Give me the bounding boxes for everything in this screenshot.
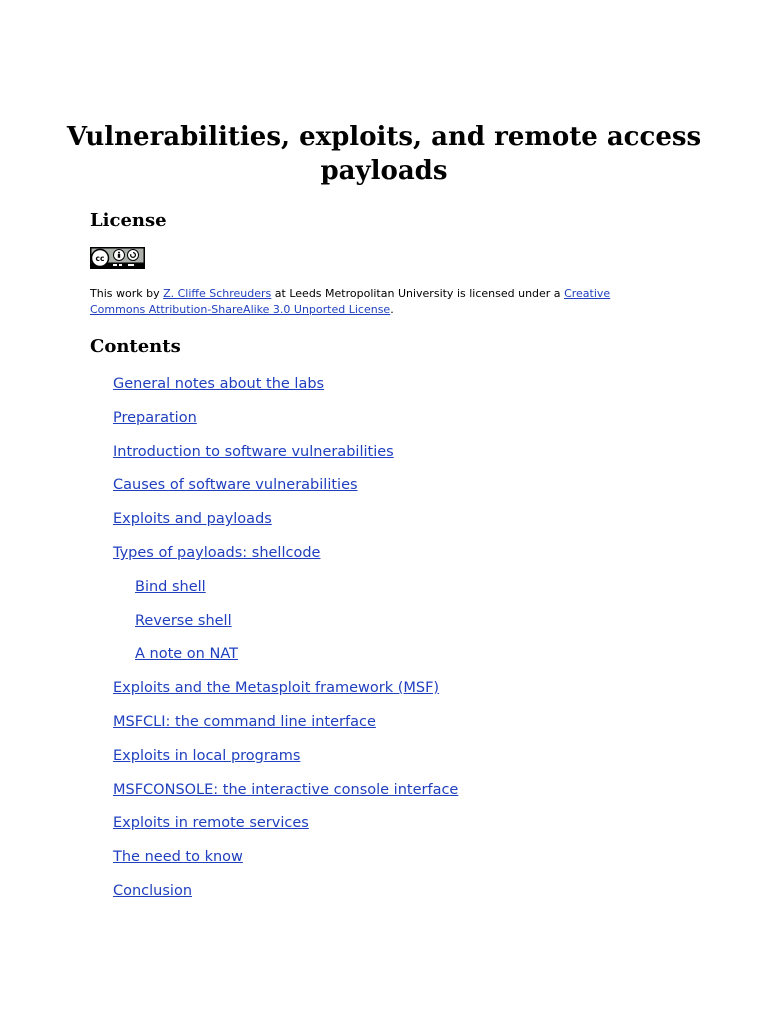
toc-item bbox=[0, 372, 768, 406]
toc-item bbox=[0, 744, 768, 778]
toc-link[interactable]: General notes about the labs bbox=[113, 376, 325, 392]
license-statement bbox=[90, 286, 650, 318]
toc-link[interactable]: MSFCONSOLE: the interactive console interface bbox=[113, 781, 459, 798]
creative-commons-icon[interactable] bbox=[90, 247, 145, 269]
license-heading: License bbox=[90, 210, 167, 231]
document-title: Vulnerabilities, exploits, and remote access payloads bbox=[66, 122, 702, 186]
license-text-middle: at Leeds Metropolitan University is licensed under a bbox=[271, 287, 565, 300]
svg-text:cc: cc bbox=[95, 253, 105, 263]
toc-item bbox=[0, 440, 768, 474]
toc-item bbox=[0, 845, 768, 879]
toc-link[interactable]: Bind shell bbox=[135, 578, 206, 595]
table-of-contents bbox=[0, 372, 768, 913]
toc-item bbox=[0, 473, 768, 507]
toc-item bbox=[0, 778, 768, 812]
toc-link[interactable]: Exploits in local programs bbox=[113, 747, 301, 764]
license-link[interactable]: Creative Commons Attribution-ShareAlike 3.0 Unported License bbox=[90, 287, 611, 316]
toc-link[interactable]: Exploits and the Metasploit framework (MSF) bbox=[113, 680, 440, 697]
toc-link[interactable]: Conclusion bbox=[113, 882, 193, 899]
toc-item bbox=[0, 507, 768, 541]
toc-link[interactable]: The need to know bbox=[113, 849, 243, 866]
toc-item bbox=[0, 609, 768, 643]
license-text-prefix: This work by bbox=[90, 287, 164, 300]
author-link[interactable]: Z. Cliffe Schreuders bbox=[163, 287, 272, 300]
toc-item bbox=[0, 541, 768, 575]
toc-link[interactable]: Causes of software vulnerabilities bbox=[113, 477, 358, 494]
toc-item bbox=[0, 642, 768, 676]
toc-item bbox=[0, 406, 768, 440]
toc-item bbox=[0, 879, 768, 913]
toc-item bbox=[0, 575, 768, 609]
toc-link[interactable]: MSFCLI: the command line interface bbox=[113, 713, 376, 730]
toc-item bbox=[0, 710, 768, 744]
toc-link[interactable]: Exploits in remote services bbox=[113, 815, 309, 832]
toc-link[interactable]: Introduction to software vulnerabilities bbox=[113, 443, 394, 460]
toc-link[interactable]: A note on NAT bbox=[135, 646, 238, 663]
contents-heading: Contents bbox=[90, 336, 181, 357]
toc-link[interactable]: Exploits and payloads bbox=[113, 511, 272, 528]
license-text-suffix: . bbox=[390, 303, 394, 316]
toc-item bbox=[0, 811, 768, 845]
toc-link[interactable]: Types of payloads: shellcode bbox=[113, 544, 321, 561]
toc-link[interactable]: Reverse shell bbox=[135, 612, 232, 629]
toc-item bbox=[0, 676, 768, 710]
toc-link[interactable]: Preparation bbox=[113, 409, 197, 426]
